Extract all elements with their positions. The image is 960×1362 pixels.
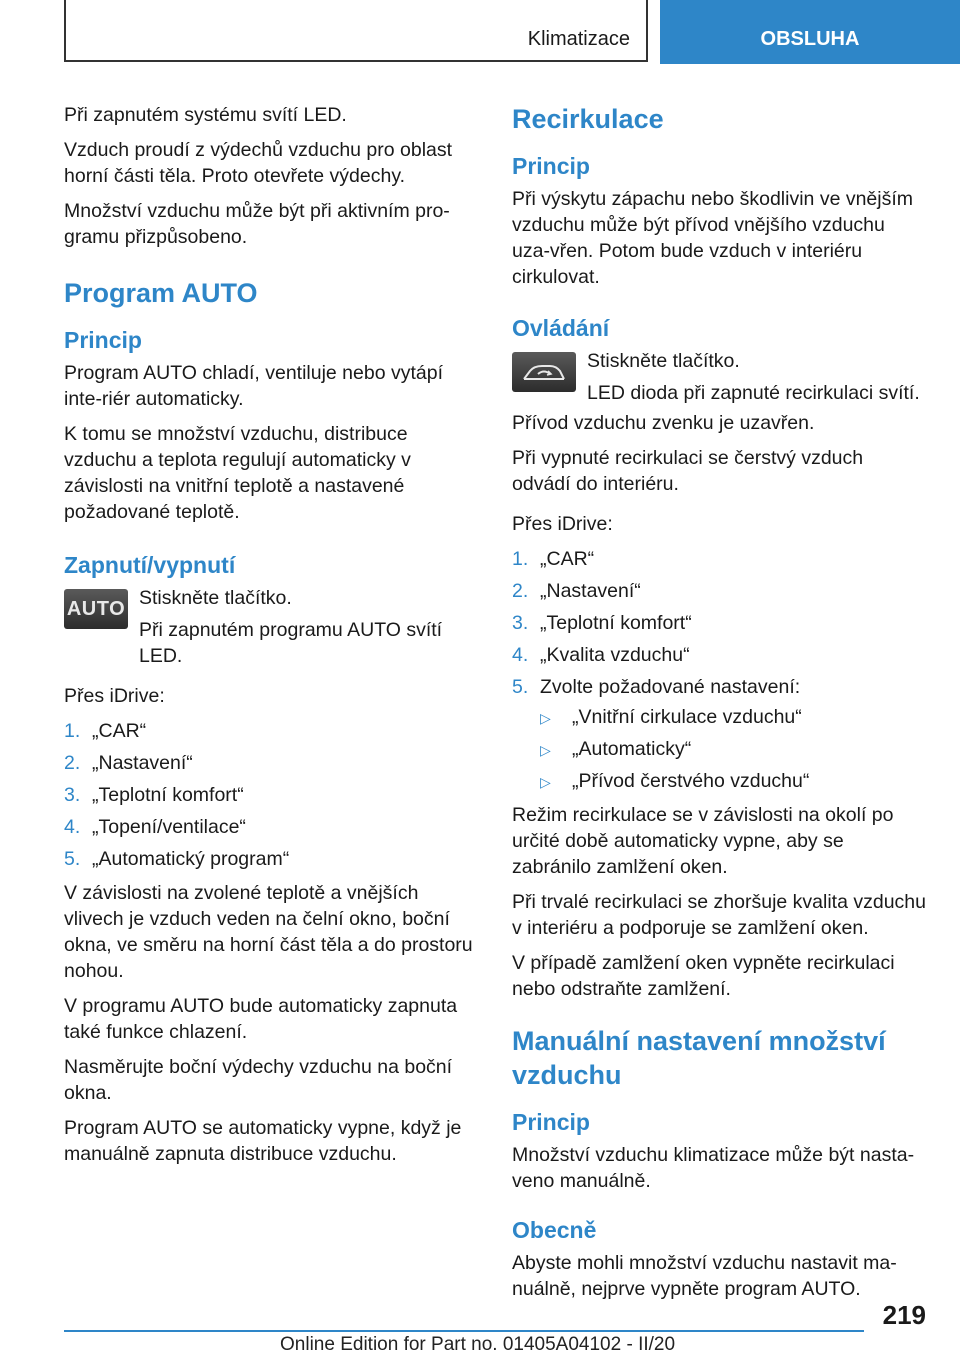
- heading-princip: Princip: [512, 1109, 590, 1135]
- heading-program-auto: Program AUTO: [64, 278, 258, 308]
- paragraph: V případě zamlžení oken vypněte recirkulaci nebo odstraňte zamlžení.: [512, 952, 895, 1000]
- paragraph: Při zapnutém programu AUTO svítí LED.: [139, 619, 443, 667]
- paragraph: Přívod vzduchu zvenku je uzavřen.: [512, 412, 815, 434]
- sub-list: [512, 704, 926, 794]
- heading-ovladani: Ovládání: [512, 315, 610, 341]
- sub-list-item: ▷ „Vnitřní cirkulace vzduchu“: [512, 704, 926, 730]
- auto-button-icon: [64, 589, 128, 629]
- triangle-right-icon: ▷: [540, 774, 551, 790]
- paragraph: K tomu se množství vzduchu, distribuce vzduchu a teplota regulují automaticky v závislosti na vnitřní teplotě a nastavené požadované teplotě.: [64, 423, 411, 523]
- triangle-right-icon: ▷: [540, 742, 551, 758]
- steps-list: [64, 718, 478, 872]
- heading-obecne: Obecně: [512, 1217, 597, 1243]
- paragraph: Stiskněte tlačítko.: [587, 350, 740, 372]
- paragraph: Nasměrujte boční výdechy vzduchu na boční okna.: [64, 1056, 453, 1104]
- recirculation-control: [512, 348, 926, 410]
- paragraph: Vzduch proudí z výdechů vzduchu pro oblast horní části těla. Proto otevřete výdechy.: [64, 139, 453, 187]
- paragraph: Při zapnutém systému svítí LED.: [64, 104, 347, 126]
- car-recirculation-icon: [520, 359, 568, 385]
- list-item: 3. „Teplotní komfort“: [512, 612, 692, 634]
- paragraph: Přes iDrive:: [64, 685, 165, 707]
- paragraph: Při vypnuté recirkulaci se čerstvý vzduch odvádí do interiéru.: [512, 447, 864, 495]
- list-item: 5. „Automatický program“: [64, 848, 290, 870]
- list-item: 1. „CAR“: [512, 548, 595, 570]
- paragraph: Režim recirkulace se v závislosti na okolí po určité době automaticky vypne, aby se zabránilo zamlžení oken.: [512, 804, 894, 878]
- paragraph: V programu AUTO bude automaticky zapnuta také funkce chlazení.: [64, 995, 458, 1043]
- list-item: 5. Zvolte požadované nastavení: ▷ „Vnitřní cirkulace vzduchu“ ▷ „Automaticky“ ▷ „Přívod čerstvého vzduchu“: [512, 674, 926, 794]
- chapter-tab: OBSLUHA: [660, 0, 960, 64]
- list-item: 1. „CAR“: [64, 720, 147, 742]
- heading-recirkulace: Recirkulace: [512, 104, 664, 134]
- paragraph: Množství vzduchu může být při aktivním pro-gramu přizpůsobeno.: [64, 200, 450, 248]
- section-title: Klimatizace: [527, 28, 630, 50]
- header-box: [64, 0, 648, 62]
- footer-edition: Online Edition for Part no. 01405A04102 - II/20: [280, 1334, 676, 1355]
- page-number: 219: [882, 1300, 926, 1330]
- auto-control: [64, 585, 478, 669]
- paragraph: Stiskněte tlačítko.: [139, 587, 292, 609]
- steps-list: [512, 546, 926, 794]
- auto-button-label: AUTO: [66, 597, 126, 620]
- heading-manual-air: Manuální nastavení množství vzduchu: [512, 1026, 886, 1090]
- triangle-right-icon: ▷: [540, 710, 551, 726]
- sub-list-item: ▷ „Automaticky“: [512, 736, 926, 762]
- paragraph: V závislosti na zvolené teplotě a vnějších vlivech je vzduch veden na čelní okno, boční okna, ve směru na horní část těla a do prostoru nohou.: [64, 882, 473, 982]
- paragraph: LED dioda při zapnuté recirkulaci svítí.: [587, 382, 920, 404]
- paragraph: Program AUTO chladí, ventiluje nebo vytápí inte-riér automaticky.: [64, 362, 444, 410]
- paragraph: Při trvalé recirkulaci se zhoršuje kvalita vzduchu v interiéru a podporuje se zamlžení oken.: [512, 891, 926, 939]
- left-column: [64, 102, 478, 1176]
- list-item: 2. „Nastavení“: [64, 752, 193, 774]
- footer-divider: [64, 1330, 864, 1332]
- heading-princip: Princip: [64, 327, 142, 353]
- paragraph: Abyste mohli množství vzduchu nastavit ma-nuálně, nejprve vypněte program AUTO.: [512, 1252, 897, 1300]
- heading-princip: Princip: [512, 153, 590, 179]
- right-column: [512, 102, 926, 1311]
- list-item: 4. „Kvalita vzduchu“: [512, 644, 690, 666]
- list-item: 2. „Nastavení“: [512, 580, 641, 602]
- paragraph: Program AUTO se automaticky vypne, když je manuálně zapnuta distribuce vzduchu.: [64, 1117, 462, 1165]
- list-item: 4. „Topení/ventilace“: [64, 816, 246, 838]
- heading-zapnuti-vypnuti: Zapnutí/vypnutí: [64, 552, 236, 578]
- paragraph: Množství vzduchu klimatizace může být nasta-veno manuálně.: [512, 1144, 915, 1192]
- paragraph: Přes iDrive:: [512, 513, 613, 535]
- sub-list-item: ▷ „Přívod čerstvého vzduchu“: [512, 768, 926, 794]
- recirculation-button-icon: [512, 352, 576, 392]
- paragraph: Při výskytu zápachu nebo škodlivin ve vnějším vzduchu může být přívod vnějšího vzduchu uza-vřen. Potom bude vzduch v interiéru cirkulovat.: [512, 188, 914, 288]
- list-item: 3. „Teplotní komfort“: [64, 784, 244, 806]
